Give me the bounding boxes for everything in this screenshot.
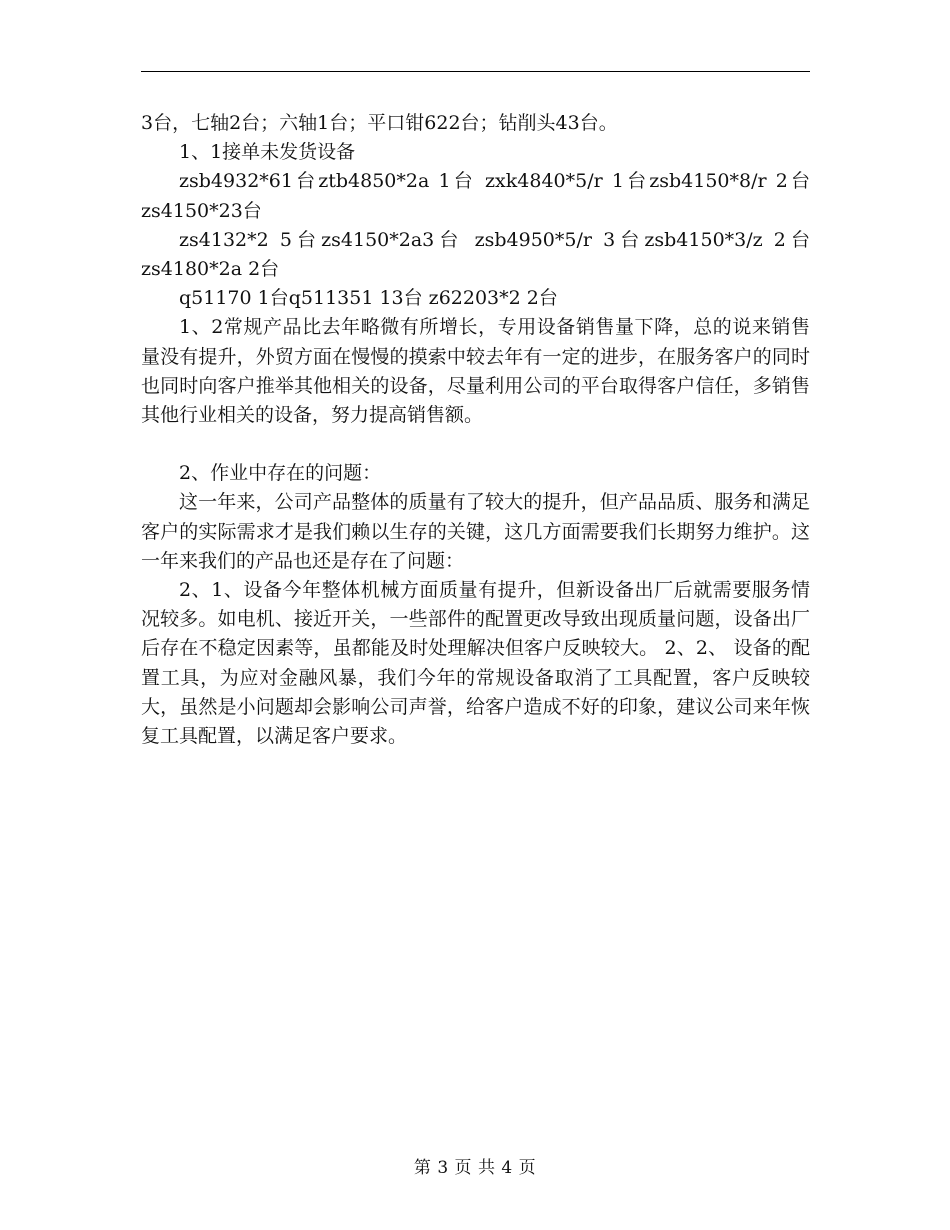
paragraph-problem-details: 2、1、设备今年整体机械方面质量有提升，但新设备出厂后就需要服务情况较多。如电机、接近开关，一些部件的配置更改导致出现质量问题，设备出厂后存在不稳定因素等，虽都能及时处理解决但客户反映较大。 2、2、 设备的配置工具，为应对金融风暴，我们今年的常规设备取消了工具配置，客户反映较大，虽然是小问题却会影响公司声誉，给客户造成不好的印象，建议公司来年恢复工具配置，以满足客户要求。 xyxy=(141,579,810,748)
document-body xyxy=(141,109,810,751)
paragraph-sales-summary: 1、2常规产品比去年略微有所增长，专用设备销售量下降，总的说来销售量没有提升，外贸方面在慢慢的摸索中较去年有一定的进步，在服务客户的同时也同时向客户推举其他相关的设备，尽量利用公司的平台取得客户信任，多销售其他行业相关的设备，努力提高销售额。 xyxy=(141,316,810,427)
heading-problems: 2、作业中存在的问题： xyxy=(179,462,382,485)
paragraph-unshipped-list-3: q51170 1台q511351 13台 z62203*2 2台 xyxy=(179,287,558,310)
heading-unshipped-orders: 1、1接单未发货设备 xyxy=(179,141,356,164)
paragraph-unshipped-list-2: zs4132*2 5台zs4150*2a3台 zsb4950*5/r 3台zsb4150*3/z 2台zs4180*2a 2台 xyxy=(141,228,810,281)
paragraph-spacer xyxy=(141,430,810,459)
paragraph-unshipped-list-1: zsb4932*61台ztb4850*2a 1台 zxk4840*5/r 1台zsb4150*8/r 2台zs4150*23台 xyxy=(141,170,810,222)
page-number-footer: 第 3 页 共 4 页 xyxy=(413,1158,537,1178)
paragraph-quality-overview: 这一年来，公司产品整体的质量有了较大的提升，但产品品质、服务和满足客户的实际需求才是我们赖以生存的关键，这几方面需要我们长期努力维护。这一年来我们的产品也还是存在了问题： xyxy=(141,491,810,572)
paragraph-quantities: 3台，七轴2台；六轴1台；平口钳622台；钻削头43台。 xyxy=(141,112,618,134)
header-rule xyxy=(141,71,810,72)
